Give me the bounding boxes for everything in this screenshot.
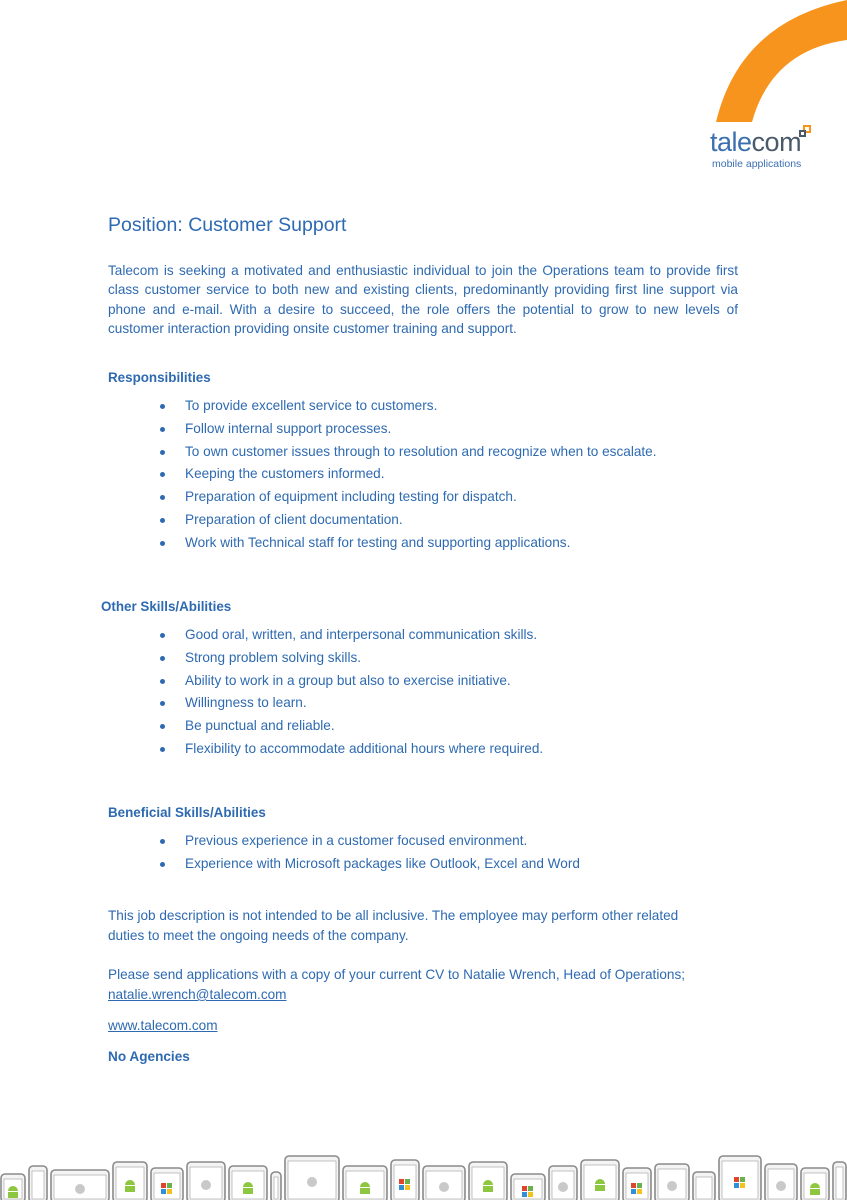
logo-word-accent: com — [751, 127, 802, 157]
orange-arc-icon — [700, 0, 847, 130]
list-item: To provide excellent service to customers. — [160, 395, 657, 418]
list-item: Flexibility to accommodate additional hours where required. — [160, 738, 543, 761]
talecom-logo — [700, 0, 847, 175]
list-item: To own customer issues through to resolution and recognize when to escalate. — [160, 441, 657, 464]
list-item: Follow internal support processes. — [160, 418, 657, 441]
list-item: Preparation of equipment including testing for dispatch. — [160, 486, 657, 509]
list-item: Previous experience in a customer focused environment. — [160, 830, 580, 853]
list-item: Ability to work in a group but also to exercise initiative. — [160, 670, 543, 693]
no-agencies-note: No Agencies — [108, 1049, 190, 1064]
apply-text: Please send applications with a copy of your current CV to Natalie Wrench, Head of Operations; — [108, 967, 686, 982]
list-item: Willingness to learn. — [160, 692, 543, 715]
email-link[interactable]: natalie.wrench@talecom.com — [108, 987, 287, 1002]
list-item: Strong problem solving skills. — [160, 647, 543, 670]
responsibilities-list — [160, 395, 657, 555]
list-item: Experience with Microsoft packages like Outlook, Excel and Word — [160, 853, 580, 876]
disclaimer-line-2: duties to meet the ongoing needs of the company. — [108, 928, 409, 943]
responsibilities-heading: Responsibilities — [108, 370, 211, 385]
page-title: Position: Customer Support — [108, 214, 347, 236]
list-item: Preparation of client documentation. — [160, 509, 657, 532]
beneficial-skills-list — [160, 830, 580, 876]
website-link[interactable]: www.talecom.com — [108, 1018, 218, 1033]
disclaimer-line-1: This job description is not intended to be all inclusive. The employee may perform other related — [108, 908, 679, 923]
list-item: Be punctual and reliable. — [160, 715, 543, 738]
device-row-illustration-icon — [0, 1152, 847, 1200]
other-skills-heading: Other Skills/Abilities — [101, 599, 232, 614]
beneficial-skills-heading: Beneficial Skills/Abilities — [108, 805, 266, 820]
logo-tagline: mobile applications — [712, 158, 802, 170]
list-item: Keeping the customers informed. — [160, 463, 657, 486]
list-item: Good oral, written, and interpersonal communication skills. — [160, 624, 543, 647]
other-skills-list — [160, 624, 543, 761]
logo-word-main: tale — [710, 127, 752, 157]
intro-paragraph: Talecom is seeking a motivated and enthusiastic individual to join the Operations team to provide first class customer service to both new and existing clients, predominantly providing first line support via phone and e-mail. With a desire to succeed, the role offers the potential to grow to new levels of customer interaction providing onsite customer training and support. — [108, 263, 738, 336]
logo-wordmark — [710, 128, 801, 156]
list-item: Work with Technical staff for testing and supporting applications. — [160, 532, 657, 555]
